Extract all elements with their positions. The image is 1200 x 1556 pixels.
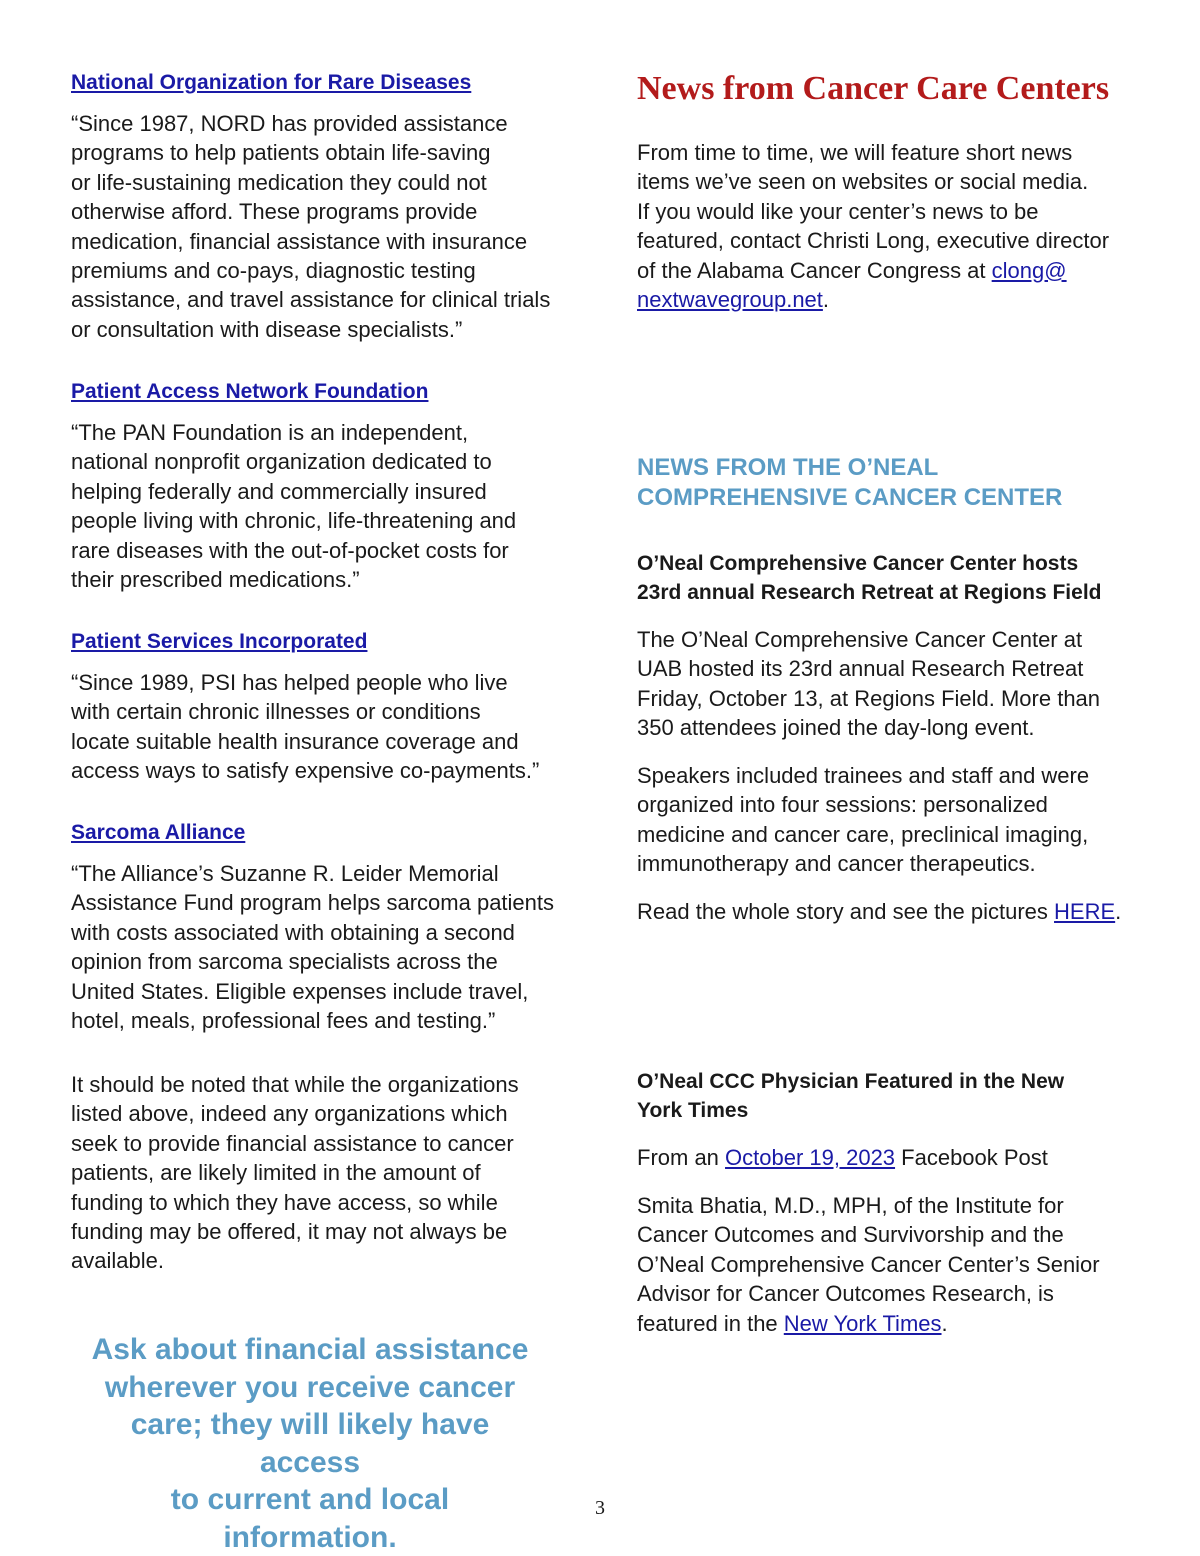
page-number: 3: [595, 1497, 605, 1519]
story1-read-more: Read the whole story and see the pictures HERE.: [637, 899, 1122, 924]
email-link-part2[interactable]: nextwavegroup.net: [637, 287, 823, 313]
sarcoma-description: “The Alliance’s Suzanne R. Leider Memorial Assistance Fund program helps sarcoma patients with costs associated with obtaining a second opinion from sarcoma specialists across the United States. Eligible expenses include travel, hotel, meals, professional fees and testing.”: [71, 861, 555, 1034]
story1-heading: O’Neal Comprehensive Cancer Center hosts 23rd annual Research Retreat at Regions Field: [637, 552, 1102, 604]
psi-link[interactable]: Patient Services Incorporated: [71, 630, 368, 653]
pan-description: “The PAN Foundation is an independent, national nonprofit organization dedicated to helping federally and commercially insured people living with chronic, life-threatening and rare diseases with the out-of-pocket costs for their prescribed medications.”: [71, 420, 517, 593]
sarcoma-alliance-link[interactable]: Sarcoma Alliance: [71, 821, 246, 844]
new-york-times-link[interactable]: New York Times: [783, 1310, 942, 1336]
news-title: News from Cancer Care Centers: [637, 70, 1110, 107]
financial-assistance-callout: Ask about financial assistance wherever you receive cancer care; they will likely have access to current and local information.: [91, 1333, 529, 1554]
oneal-section-heading: NEWS FROM THE O’NEAL COMPREHENSIVE CANCER CENTER: [637, 454, 1063, 511]
facebook-post-date-link[interactable]: October 19, 2023: [725, 1145, 896, 1170]
story2-body: Smita Bhatia, M.D., MPH, of the Institute for Cancer Outcomes and Survivorship and the O’Neal Comprehensive Cancer Center’s Senior Advisor for Cancer Outcomes Research, is featured in the New York Times.: [637, 1193, 1100, 1336]
news-intro: From time to time, we will feature short news items we’ve seen on websites or social media. If you would like your center’s news to be featured, contact Christi Long, executive director of the Alabama Cancer Congress at clong@ nextwavegroup.net.: [637, 140, 1110, 313]
psi-description: “Since 1989, PSI has helped people who live with certain chronic illnesses or conditions locate suitable health insurance coverage and access ways to satisfy expensive co-payments.”: [71, 670, 540, 784]
nord-description: “Since 1987, NORD has provided assistance programs to help patients obtain life-saving or life-sustaining medication they could not otherwise afford. These programs provide medication, financial assistance with insurance premiums and co-pays, diagnostic testing assistance, and travel assistance for clinical trials or consultation with disease specialists.”: [71, 111, 551, 342]
email-link-part1[interactable]: clong@: [991, 257, 1067, 283]
nord-link[interactable]: National Organization for Rare Diseases: [71, 71, 472, 94]
funding-note: It should be noted that while the organizations listed above, indeed any organizations which seek to provide financial assistance to cancer patients, are likely limited in the amount of funding to which they have access, so while funding may be offered, it may not always be available.: [71, 1072, 519, 1274]
pan-foundation-link[interactable]: Patient Access Network Foundation: [71, 380, 429, 403]
story2-source: From an October 19, 2023 Facebook Post: [637, 1145, 1048, 1170]
read-story-here-link[interactable]: HERE: [1054, 899, 1116, 924]
story1-paragraph1: The O’Neal Comprehensive Cancer Center at UAB hosted its 23rd annual Research Retreat Friday, October 13, at Regions Field. More than 350 attendees joined the day-long event.: [637, 627, 1101, 741]
story2-heading: O’Neal CCC Physician Featured in the New York Times: [637, 1070, 1065, 1122]
story1-paragraph2: Speakers included trainees and staff and were organized into four sessions: personalized medicine and cancer care, preclinical imaging, immunotherapy and cancer therapeutics.: [637, 763, 1090, 877]
